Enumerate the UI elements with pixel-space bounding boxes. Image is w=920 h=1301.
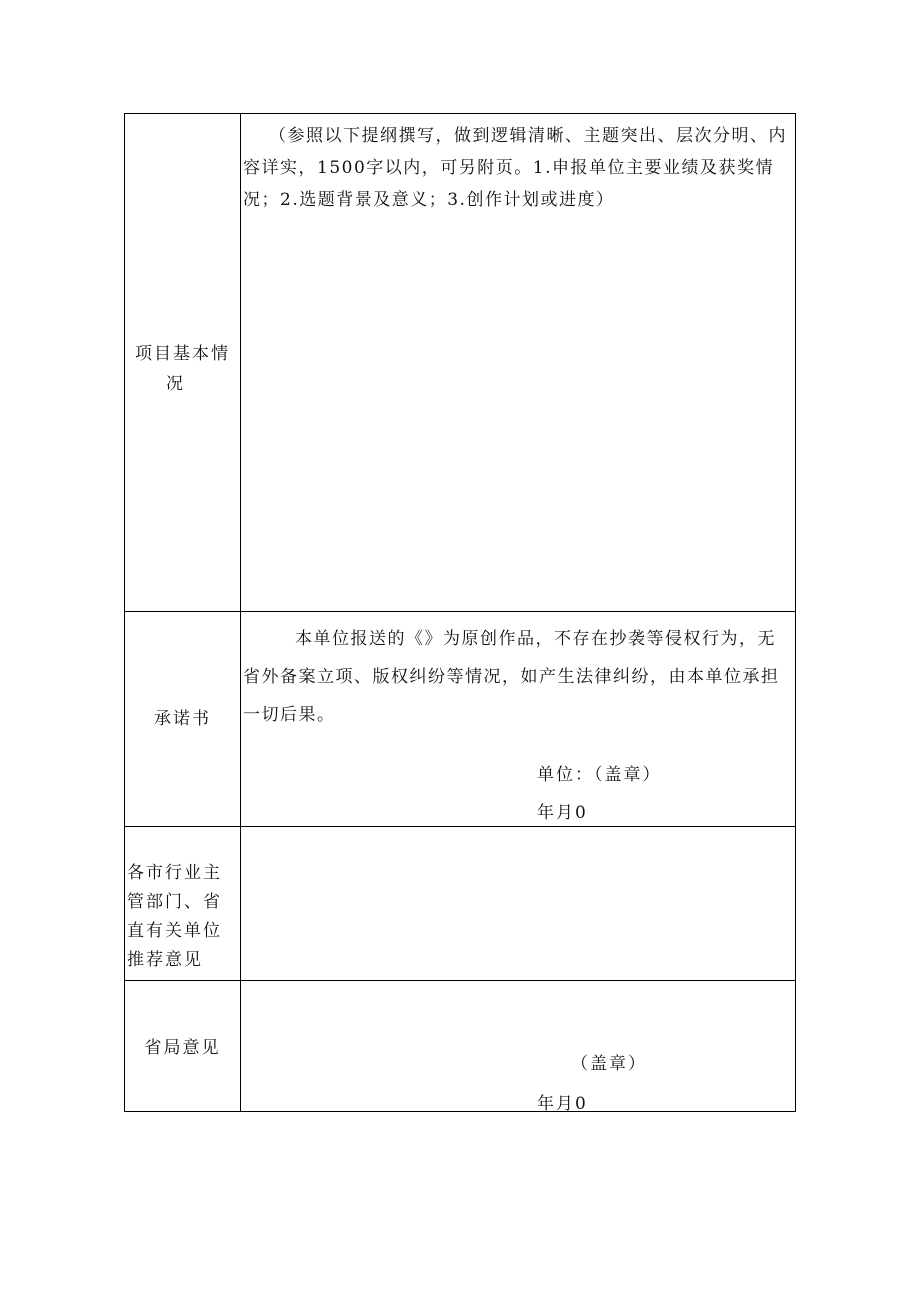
unit-seal-line: 单位：（盖章） (537, 765, 662, 785)
promise-label-cell (125, 612, 241, 827)
recommend-label-line: 直有关单位 (127, 921, 222, 941)
promise-date-line: 年月0 (537, 803, 588, 823)
promise-content-cell[interactable] (241, 612, 796, 827)
province-opinion-label-cell (125, 981, 241, 1112)
promise-row (125, 612, 796, 827)
project-basic-info-label-line2: 况 (166, 374, 185, 394)
recommend-row (125, 827, 796, 981)
project-basic-info-content-cell[interactable] (241, 114, 796, 612)
recommend-label-line: 管部门、省 (127, 892, 222, 912)
recommend-content-cell[interactable] (241, 827, 796, 981)
project-basic-info-label-cell (125, 114, 241, 612)
recommend-label-line: 各市行业主 (127, 863, 222, 883)
province-opinion-label: 省局意见 (144, 1038, 221, 1058)
recommend-label-cell (125, 827, 241, 981)
province-opinion-content-cell[interactable] (241, 981, 796, 1112)
recommend-label-line: 推荐意见 (127, 950, 203, 970)
promise-label: 承诺书 (154, 709, 211, 729)
project-basic-info-label-line1: 项目基本情 (135, 344, 230, 364)
project-basic-info-label (135, 339, 234, 399)
promise-statement: 本单位报送的《》为原创作品，不存在抄袭等侵权行为，无省外备案立项、版权纠纷等情况，如产生法律纠纷，由本单位承担一切后果。 (243, 629, 780, 725)
province-date-line: 年月0 (537, 1094, 588, 1114)
recommend-label (127, 859, 240, 975)
province-seal-line: （盖章） (571, 1054, 647, 1074)
project-basic-info-guide: （参照以下提纲撰写，做到逻辑清晰、主题突出、层次分明、内容详实，1500字以内，可另附页。1.申报单位主要业绩及获奖情况；2.选题背景及意义；3.创作计划或进度） (243, 126, 787, 210)
project-basic-info-row (125, 114, 796, 612)
province-opinion-row (125, 981, 796, 1112)
application-form-table (124, 113, 796, 1112)
